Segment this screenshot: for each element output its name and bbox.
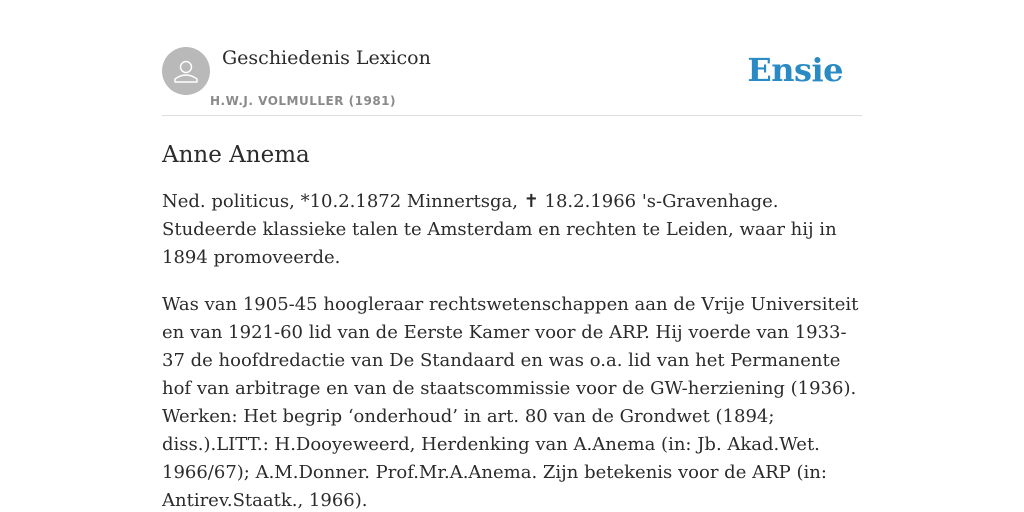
author-attribution: H.W.J. VOLMULLER (1981)	[210, 94, 397, 108]
ensie-logo[interactable]: Ensie	[747, 51, 843, 89]
entry-paragraph: Ned. politicus, *10.2.1872 Minnertsga, ✝ 18.2.1966 's-Gravenhage. Studeerde klassieke talen te Amsterdam en rechten te Leiden, waar hij in 1894 promoveerde.	[162, 191, 837, 268]
user-icon	[171, 56, 201, 86]
book-title[interactable]: Geschiedenis Lexicon	[222, 47, 431, 69]
lexicon-card	[162, 40, 862, 512]
author-avatar[interactable]	[162, 47, 210, 95]
entry-paragraph: Was van 1905-45 hoogleraar rechtswetenschappen aan de Vrije Universiteit en van 1921-60 lid van de Eerste Kamer voor de ARP. Hij voerde van 1933-37 de hoofdredactie van De Standaard en was o.a. lid van het Permanente hof van arbitrage en van de staatscommissie voor de GW-herziening (1936). Werken: Het begrip ‘onderhoud’ in art. 80 van de Grondwet (1894; diss.).LITT.: H.Dooyeweerd, Herdenking van A.Anema (in: Jb. Akad.Wet. 1966/67); A.M.Donner. Prof.Mr.A.Anema. Zijn betekenis voor de ARP (in: Antirev.Staatk., 1966).	[162, 294, 859, 511]
entry-title: Anne Anema	[162, 142, 310, 168]
card-header	[162, 40, 862, 116]
